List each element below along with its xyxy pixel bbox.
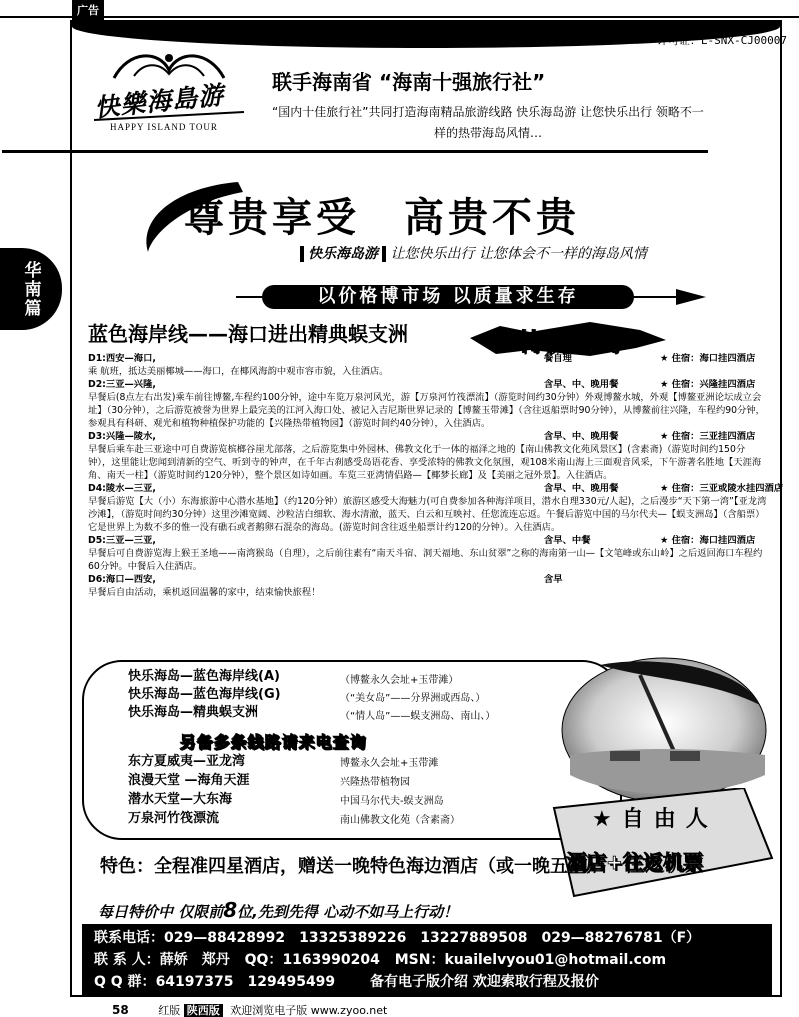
group-label: Q Q 群： bbox=[94, 974, 156, 990]
day-stay: ★ 住宿：三亚挂四酒店 bbox=[660, 431, 756, 442]
line-note: （博鳌永久会址+玉带滩） bbox=[340, 675, 459, 686]
line-name: 快乐海岛—蓝色海岸线(G) bbox=[128, 687, 281, 702]
feature-line: 特色：全程准四星酒店，赠送一晚特色海边酒店（或一晚五星） bbox=[100, 856, 604, 877]
line-name: 快乐海岛—蓝色海岸线(A) bbox=[128, 669, 280, 684]
page-number: 58 bbox=[112, 1003, 129, 1017]
itinerary-day bbox=[88, 482, 784, 534]
route-title: 蓝色海岸线——海口进出精典蜈支洲 bbox=[88, 322, 408, 346]
day-title: D5:三亚—三亚, bbox=[88, 535, 156, 546]
msn-label: MSN： bbox=[394, 952, 445, 968]
itinerary-day bbox=[88, 573, 768, 599]
line-note: （“情人岛”——蜈支洲岛、南山、） bbox=[340, 711, 496, 722]
phone-numbers[interactable]: 029—88428992 13325389226 13227889508 029—88276781（F） bbox=[164, 930, 701, 946]
contact-note: 备有电子版介绍 欢迎索取行程及报价 bbox=[370, 974, 599, 990]
day-title: D1:西安—海口, bbox=[88, 353, 156, 364]
line-name: 东方夏威夷—亚龙湾 bbox=[128, 754, 246, 769]
license-number: 许可证：L-SNX-CJ00007 bbox=[656, 34, 787, 47]
section-badge: 陕西版 bbox=[184, 1004, 223, 1017]
day-meals: 含早、中、晚用餐 bbox=[544, 483, 619, 494]
day-description: 早餐后自由活动，乘机返回温馨的家中，结束愉快旅程！ bbox=[88, 587, 321, 598]
contact-phones-row bbox=[94, 927, 760, 949]
day-stay: ★ 住宿：海口挂四酒店 bbox=[660, 353, 756, 364]
footer bbox=[112, 1002, 387, 1017]
itinerary-day bbox=[88, 378, 768, 430]
line-name: 浪漫天堂 —海角天涯 bbox=[128, 773, 250, 788]
logo bbox=[74, 40, 254, 140]
section-side-tab bbox=[0, 248, 62, 330]
day-meals: 餐自理 bbox=[544, 353, 572, 364]
divider bbox=[2, 150, 708, 153]
ad-tag-bar bbox=[0, 0, 799, 18]
day-stay: ★ 住宿：兴隆挂四酒店 bbox=[660, 379, 756, 390]
itinerary bbox=[88, 352, 784, 599]
beach-photo bbox=[560, 655, 768, 805]
day-description: 早餐后乘车赴三亚途中可自费游览槟榔谷崖尤部落，之后游览集中外园林、佛教文化于一体的福泽之地的【南山佛教文化苑风景区】(含素斋)（游览时间约150分钟），这里能让您闻到清新的空气、听到寺的钟声，在千年古刹感受岛语花香、享受浓特的佛教文化氛围，观108米南山海上三面观音风采，下午游著名胜地【天涯海角、南天一柱】（游览时间约120分钟），整个景区如诗如画。车览三亚湾情侣路—【椰梦长廊】及【美丽之冠外景】。入住酒店。 bbox=[88, 444, 762, 481]
lines2-list bbox=[128, 752, 250, 828]
day-header bbox=[88, 482, 784, 495]
line-note: 博鳌永久会址+玉带滩 bbox=[340, 758, 439, 769]
line-note: 兴隆热带植物园 bbox=[340, 777, 410, 788]
ad-tag: 广告 bbox=[72, 0, 104, 20]
person-label: 联 系 人： bbox=[94, 952, 160, 968]
contact-persons-row bbox=[94, 949, 760, 971]
section-label: 华南篇 bbox=[20, 260, 41, 318]
brand-mark: 快乐海岛游 bbox=[300, 246, 386, 262]
day-description: 早餐后(8点左右出发)乘车前往博鳌,车程约100分钟，途中车览万泉河风光，游【万泉河竹筏漂流】（游览时间约30分钟）外观博鳌水城，外观【博鳌亚洲论坛成立会址】（30分钟），之后游览被誉为世界上最完美的江河入海口处、被记入吉尼斯世界记录的【博鳌玉带滩】（含往返船票时90分钟），从博鳌前往兴隆，车程约90分钟，参观具有科研、观光和植物种植保护功能的【兴隆热带植物园】（游览时间约40分钟），入住酒店。 bbox=[88, 392, 765, 429]
day-meals: 含早 bbox=[544, 574, 563, 585]
day-stay bbox=[660, 573, 768, 586]
day-description: 早餐后游览【大（小）东海旅游中心潜水基地】（约120分钟）旅游区感受大海魅力(可自费参加各种海洋项目，潜水自理330元/人起)，之后漫步“天下第一湾”【亚龙湾沙滩】，（游览时间约30分钟）这里沙滩宽阔、沙粒洁白细软、海水清澈，蓝天、白云和互映衬、任您流连忘返。午餐后游览中国的马尔代夫—【蜈支洲岛】（含船票）它是世界上为数不多的惟一没有礁石或者鹅卵石混杂的海岛。(游览时间含往返坐船票计约120的分钟）。入住酒店。 bbox=[88, 496, 767, 533]
day-header bbox=[88, 430, 768, 443]
free-traveler-badge bbox=[544, 788, 774, 898]
day-title: D6:海口—西安, bbox=[88, 574, 156, 585]
lines-notes bbox=[340, 672, 495, 726]
line-note: （“美女岛”——分界洲或西岛、） bbox=[340, 693, 486, 704]
itinerary-day bbox=[88, 534, 768, 573]
contact-groups-row bbox=[94, 971, 760, 993]
site-link[interactable]: 欢迎浏览电子版 www.zyoo.net bbox=[230, 1004, 388, 1017]
headline: 联手海南省 “海南十强旅行社” bbox=[272, 70, 546, 94]
lines2-notes bbox=[340, 754, 460, 830]
day-header bbox=[88, 573, 768, 586]
qq-number[interactable]: 1163990204 bbox=[282, 952, 380, 968]
itinerary-day bbox=[88, 352, 768, 378]
day-description: 乘 航班，抵达美丽椰城——海口，在椰风海韵中观市容市貌，入住酒店。 bbox=[88, 366, 389, 377]
day-meals: 含早、中、晚用餐 bbox=[544, 431, 619, 442]
day-stay: ★ 住宿：海口挂四酒店 bbox=[660, 535, 756, 546]
day-header bbox=[88, 378, 768, 391]
day-description: 早餐后可自费游览海上猴王圣地——南湾猴岛（自理），之后前往素有“南天斗宿、洞天福地、东山贫翠”之称的海南第一山—【文笔峰或东山岭】之后返回海口车程约60分钟。中餐后入住酒店。 bbox=[88, 548, 763, 572]
day-stay: ★ 住宿：三亚或陵水挂四酒店 bbox=[660, 483, 784, 494]
msn-address[interactable]: kuailelvyou01@hotmail.com bbox=[444, 952, 667, 968]
tagline-text: 让您快乐出行 让您体会不一样的海岛风情 bbox=[390, 246, 647, 262]
contact-box bbox=[82, 924, 772, 996]
line-name: 快乐海岛—精典蜈支洲 bbox=[128, 705, 259, 720]
slogan-title: 尊贵享受 高贵不贵 bbox=[184, 194, 580, 241]
daily-pre: 每日特价中 仅限前 bbox=[98, 903, 224, 921]
logo-name: 快樂海島游 bbox=[92, 80, 226, 123]
line-name: 潜水天堂—大东海 bbox=[128, 792, 233, 807]
itinerary-day bbox=[88, 430, 768, 482]
line-name: 万泉河竹筏漂流 bbox=[128, 811, 220, 826]
day-meals: 含早、中餐 bbox=[544, 535, 591, 546]
daily-special bbox=[98, 898, 458, 922]
group-numbers[interactable]: 64197375 129495499 bbox=[155, 974, 336, 990]
logo-english: HAPPY ISLAND TOUR bbox=[110, 122, 218, 132]
phone-label: 联系电话： bbox=[94, 930, 164, 946]
banner-text: 以价格博市场 以质量求生存 bbox=[262, 285, 634, 309]
line-note: 南山佛教文化苑（含素斋） bbox=[340, 815, 460, 826]
day-title: D4:陵水—三亚, bbox=[88, 483, 156, 494]
daily-num: 8 bbox=[223, 898, 238, 922]
day-header bbox=[88, 534, 768, 547]
day-title: D3:兴隆—陵水, bbox=[88, 431, 156, 442]
qq-label: QQ： bbox=[244, 952, 283, 968]
edition-label: 红版 bbox=[158, 1004, 181, 1017]
banner bbox=[236, 283, 706, 311]
slogan-tagline bbox=[300, 243, 647, 263]
line-note: 中国马尔代夫-蜈支洲岛 bbox=[340, 796, 444, 807]
subline: “国内十佳旅行社”共同打造海南精品旅游线路 快乐海岛游 让您快乐出行 领略不一样的热带海岛风情… bbox=[272, 105, 704, 140]
free-traveler-sub: 酒店+往返机票 bbox=[566, 850, 703, 874]
lines-list bbox=[128, 668, 281, 722]
day-meals: 含早、中、晚用餐 bbox=[544, 379, 619, 390]
special-price-text: 特价电询 bbox=[518, 328, 622, 356]
daily-post: 位,先到先得 心动不如马上行动！ bbox=[237, 903, 459, 921]
day-header bbox=[88, 352, 768, 365]
more-lines-call: 另备多条线路请来电查询 bbox=[180, 733, 368, 752]
free-traveler-title: ★自由人 bbox=[592, 807, 718, 832]
person-names: 薛娇 郑丹 bbox=[159, 952, 230, 968]
day-title: D2:三亚—兴隆, bbox=[88, 379, 156, 390]
